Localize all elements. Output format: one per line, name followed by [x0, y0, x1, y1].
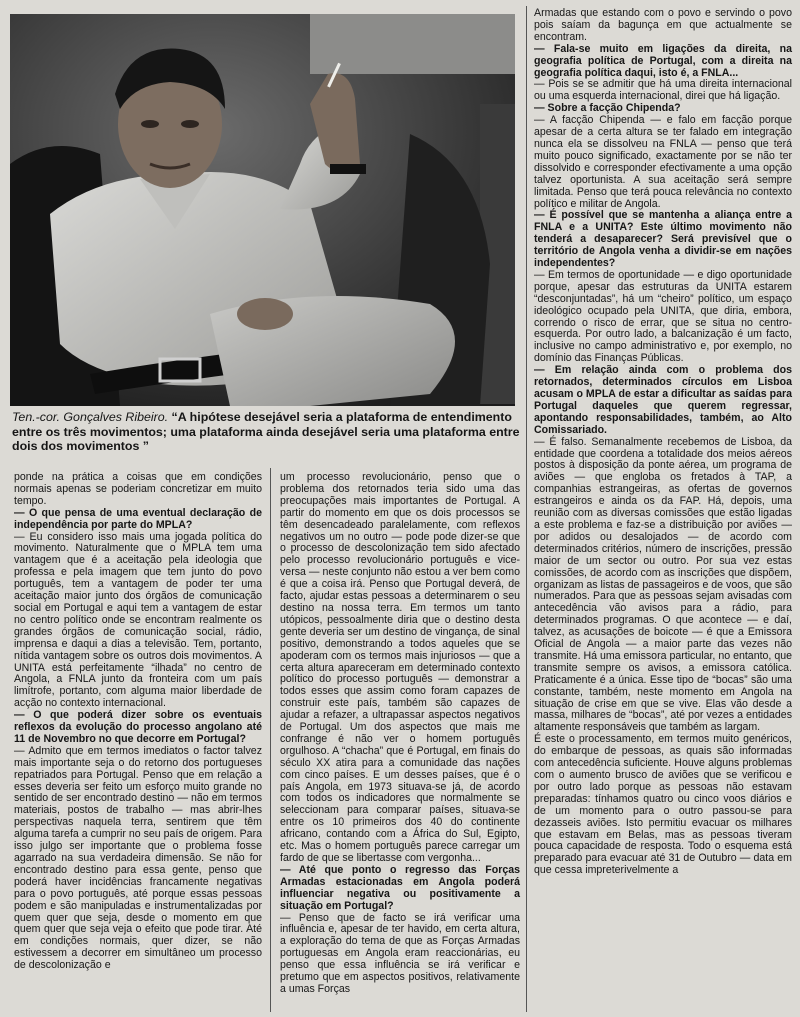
column-divider — [270, 468, 271, 1012]
article-paragraph: — Admito que em termos imediatos o factor talvez mais importante seja o do retorno dos portugueses repatriados para Portugal. Penso que em relação a esses deveria ser feito um esforço muito grande no sentido de ser encontrado destino — não em termos materiais, postos de trabalho — mas abrir-lhes perspectivas naquela terra, sentirem que têm alguma tarefa a cumprir no seu país de origem. Para isso julgo ser importante que o problema fosse agarrado na sua verdadeira dimensão. Se não for encontrado destino para essa gente, penso que poderá haver incidências francamente negativas para o povo português, até porque essas pessoas podem e são manipuladas e instrumentalizadas por quem quer que seja, desde o momento em que quem quer que seja veja o efeito que pode tirar. Até em condições normais, quer dizer, se não estivessem a decorrer em simultâneo um processo de descolonização e — [14, 744, 262, 972]
interview-question: — Sobre a facção Chipenda? — [534, 102, 681, 115]
caption-name: Ten.-cor. Gonçalves Ribeiro. — [12, 410, 169, 424]
article-paragraph: É este o processamento, em termos muito genéricos, do embarque de pessoas, as quais são informadas com antecedência suficiente. Houve alguns problemas com o aumento brusco de aviões que se verificou e por outro lado porque as pessoas não estavam preparadas: tínhamos quatro ou cinco voos diários e de um momento para o outro passou-se para dezasseis aviões. Isto permitiu evacuar os milhares que estavam em Belas, mas as pessoas tiveram pouca capacidade de resposta. Todo o esquema está preparado para evacuar até 31 de Outubro — data em que cessa impreterivelmente a — [534, 733, 792, 877]
interview-question: — O que poderá dizer sobre os eventuais reflexos da evolução do processo angolano até 11 de Novembro no que decorre em Portugal? — [14, 709, 262, 745]
interview-photo — [10, 14, 515, 406]
article-paragraph: Armadas que estando com o povo e servindo o povo pois saíam da bagunça em que actualmente se encontram. — [534, 7, 792, 43]
article-paragraph: — A facção Chipenda — e falo em facção porque apesar de a certa altura se ter falado em integração nunca ela se dissolveu na FNLA — penso que terá muito pouco significado, exactamente por se não ter dissolvido e corresponder efectivamente a uma opção talvez oportunista. A sua aceitação será sempre limitada. Penso que terá pouca relevância no contexto político e militar de Angola. — [534, 114, 792, 210]
article-paragraph: um processo revolucionário, penso que o problema dos retornados teria sido uma das preocupações mais importantes de Portugal. A partir do momento em que os dois processos se têm desencadeado paralelamente, com reflexos negativos um no outro — pode pode dizer-se que o processo de descolonização tem sido afectado pelo processo revolucionário português e vice-versa — neste conjunto não estou a ver bem como é que a coisa irá. Penso que Portugal deverá, de facto, ajudar estas pessoas a determinarem o seu destino na nossa terra. Em termos um tanto utópicos, pessoalmente diria que o destino desta gente deveria ser um destino de vingança, de sinal positivo, demonstrando a todos aqueles que se apoderam com os termos mais injuriosos — que a certa altura apareceram em determinado contexto político do processo português — demonstrar a todos esses que assim como foram capazes de construir este país, também são capazes de ajudar a refazer, a ultrapassar aspectos negativos de Portugal. Um dos aspectos que mais me confrange é não ver o homem português orgulhoso. A “chacha” que é Portugal, em finais do século XX atira para a comunidade das nações com cinco países. E um desses países, que é o país Angola, em 1973 situava-se já, de acordo com todos os indicadores que normalmente se seleccionam para comparar países, situava-se entre os 10 primeiros dos 40 do continente africano, contando com a África do Sul, Egipto, etc. Mas o homem português parece carregar um fardo de que se libertasse com vergonha... — [280, 471, 520, 864]
article-paragraph: — É falso. Semanalmente recebemos de Lisboa, da entidade que coordena a totalidade dos meios aéreos postos à disposição da ponte aérea, um programa de aviões — que engloba os fretados à TAP, a companhias estrangeiras, as ofertas de governos estrangeiros e ainda os da FAP. Há, depois, uma reunião com as diversas comissões que estão ligadas a este problema e faz-se a distribuição por aviões — por adidos ou desalojados — de acordo com determinados critérios, número de inscrições, pressão maior de um sector ou outro. Por sua vez estas comissões, de acordo com as inscrições que dispõem, organizam as listas de passageiros e de voos, que são numerados. Para que as pessoas sejam avisadas com antecedência vão avisos para a rádio, para determinados programas. O que acontece — e daí, talvez, as acusações de boicote — é que a Emissora Oficial de Angola — a maior parte das vezes não transmite. Há uma emissora particular, no entanto, que transmite sempre os avisos, a emissora católica. Praticamente é a única. Esse tipo de “bocas” são uma constante, também, neste momento em Angola na situação de crise em que se vive. Elas vão desde a massa, milhares de “bocas”, até por vezes a entidades altamente responsáveis que também as largam. — [534, 435, 792, 734]
article-paragraph: — Penso que de facto se irá verificar uma influência e, apesar de ter havido, em certa altura, a exploração do tema de que as Forças Armadas portuguesas em Angola eram reaccionárias, eu penso que essa influência se irá verificar e pretumo que em aspectos positivos, relativamente a umas Forças — [280, 911, 520, 995]
photo-caption — [12, 410, 522, 454]
caption-quote: “A hipótese desejável seria a plataforma de entendimento entre os três movimentos; uma plataforma ainda desejável seria uma plataforma entre dois dos movimentos ” — [12, 410, 520, 454]
interview-question: — Fala-se muito em ligações da direita, na geografia política de Portugal, com a direita na geografia política daqui, isto é, a FNLA... — [534, 42, 792, 79]
interview-question: — Em relação ainda com o problema dos retornados, determinados círculos em Lisboa acusam o MPLA de estar a dificultar as saídas para Portugal daqueles que querem regressar, apontando responsabilidades, também, ao Alto Comissariado. — [534, 364, 792, 436]
interview-question: — O que pensa de uma eventual declaração de independência por parte do MPLA? — [14, 506, 262, 531]
interview-question: — Até que ponto o regresso das Forças Armadas estacionadas em Angola poderá influenciar negativa ou positivamente a situação em Portugal? — [280, 863, 520, 912]
article-paragraph: — Pois se se admitir que há uma direita internacional ou uma esquerda internacional, direi que há ligação. — [534, 78, 792, 103]
article-paragraph: ponde na prática a coisas que em condições normais apenas se poderiam concretizar em muito tempo. — [14, 471, 262, 507]
photo-illustration — [10, 14, 515, 406]
article-column-2 — [280, 472, 520, 996]
article-paragraph: — Em termos de oportunidade — e digo oportunidade porque, apesar das estruturas da UNITA estarem “desconjuntadas”, há um “cheiro” político, um espaço ideológico ocupado pela UNITA, que diria, embora, correndo o risco de errar, que se situa no centro-esquerda. Por outro lado, a balcanização é um facto, inclusive no campo administrativo e, por exemplo, no domínio das Finanças Públicas. — [534, 268, 792, 365]
article-paragraph: — Eu considero isso mais uma jogada política do movimento. Naturalmente que o MPLA tem uma vantagem que é a aceitação pela ideologia que professa e pela imagem que tem junto do povo português, tem a vantagem de poder ter uma aceitação maior junto dos órgãos de comunicação social em Portugal e aqui tem a vantagem de estar no centro político onde se encontram realmente os grandes órgãos de comunicação social, rádio, imprensa e daqui a dias a televisão. Tem, portanto, nítida vantagem sobre os outros dois movimentos. A UNITA está perfeitamente “ilhada” no centro de Angola, a FNLA junto da fronteira com um país limítrofe, portanto, com alguma maior liberdade de acção no contexto internacional. — [14, 530, 262, 710]
interview-question: — É possível que se mantenha a aliança entre a FNLA e a UNITA? Este último movimento não tenderá a desaparecer? Será previsível que o território de Angola venha a dividir-se em nações independentes? — [534, 209, 792, 270]
article-column-3 — [534, 8, 792, 877]
article-column-1 — [14, 472, 262, 972]
column-divider — [526, 6, 527, 1012]
